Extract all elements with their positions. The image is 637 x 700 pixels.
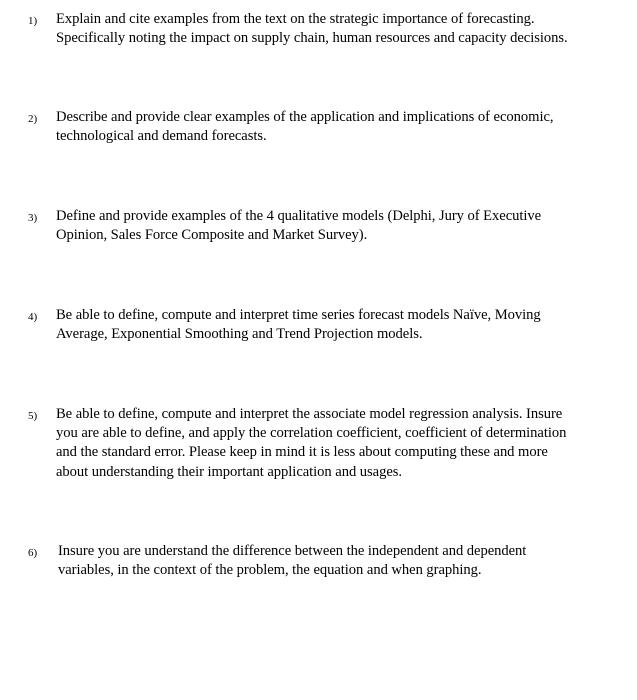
- item-number: 3): [28, 212, 38, 224]
- item-text: [56, 306, 616, 344]
- item-text-line: Opinion, Sales Force Composite and Market Survey).: [56, 227, 368, 244]
- item-text-line: Explain and cite examples from the text on the strategic importance of forecasting.: [56, 11, 535, 27]
- item-text-line: Insure you are understand the difference between the independent and dependent: [58, 543, 527, 559]
- item-text: [56, 405, 616, 482]
- item-text-line: about understanding their important application and usages.: [56, 463, 402, 480]
- item-text: [56, 10, 616, 48]
- item-text-line: and the standard error. Please keep in mind it is less about computing these and more: [56, 444, 548, 461]
- item-text-line: Be able to define, compute and interpret time series forecast models Naïve, Moving: [56, 307, 541, 323]
- item-text-line: Specifically noting the impact on supply chain, human resources and capacity decisions.: [56, 30, 568, 47]
- item-text: [56, 207, 616, 245]
- item-text-line: variables, in the context of the problem, the equation and when graphing.: [58, 562, 482, 579]
- item-text-line: technological and demand forecasts.: [56, 128, 267, 145]
- item-number: 5): [28, 410, 38, 422]
- item-text-line: Describe and provide clear examples of the application and implications of economic,: [56, 109, 554, 125]
- item-text-line: you are able to define, and apply the correlation coefficient, coefficient of determination: [56, 425, 567, 442]
- item-number: 1): [28, 15, 38, 27]
- item-text: [58, 542, 618, 580]
- item-text-line: Be able to define, compute and interpret the associate model regression analysis. Insure: [56, 406, 563, 422]
- item-number: 2): [28, 113, 38, 125]
- item-text-line: Average, Exponential Smoothing and Trend Projection models.: [56, 326, 423, 343]
- item-text: [56, 108, 616, 146]
- item-number: 6): [28, 547, 38, 559]
- item-text-line: Define and provide examples of the 4 qualitative models (Delphi, Jury of Executive: [56, 208, 542, 224]
- item-number: 4): [28, 311, 38, 323]
